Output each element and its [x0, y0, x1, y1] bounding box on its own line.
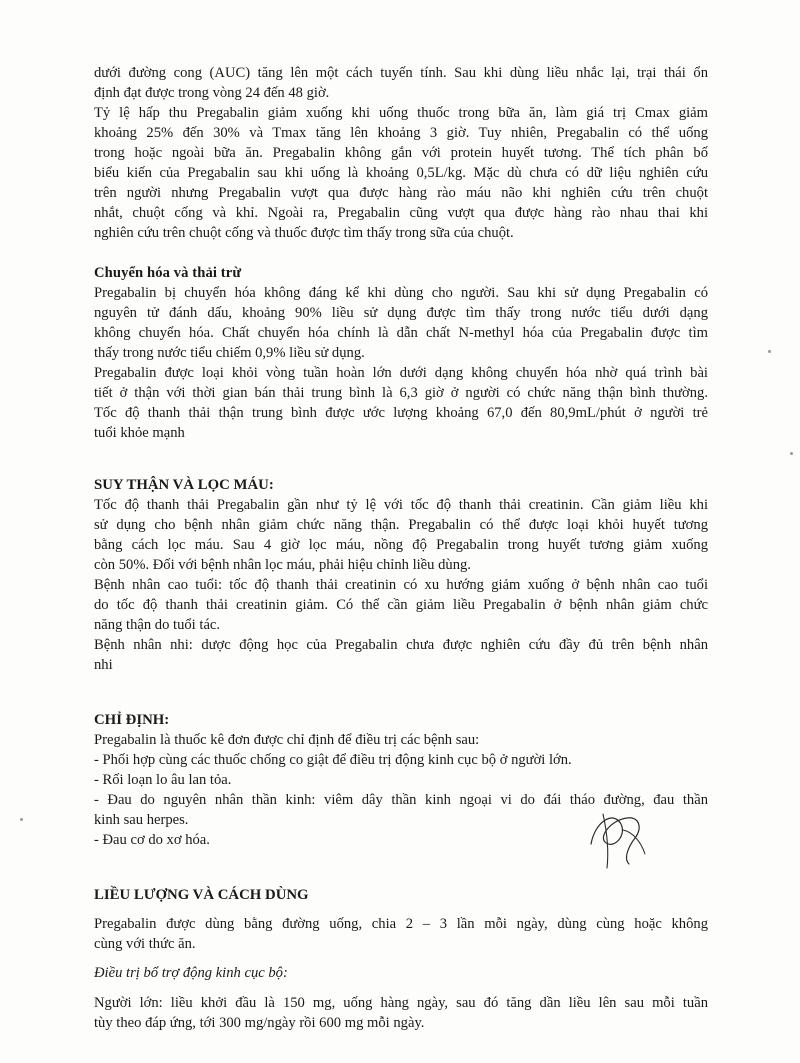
dosage-heading: LIỀU LƯỢNG VÀ CÁCH DÙNG — [94, 887, 309, 903]
renal-heading: SUY THẬN VÀ LỌC MÁU: — [94, 477, 274, 493]
text-line: Pregabalin là thuốc kê đơn được chỉ định để điều trị các bệnh sau: — [94, 732, 480, 748]
text-line: Pregabalin được dùng bằng đường uống, chia 2 – 3 lần mỗi ngày, dùng cùng hoặc không — [94, 916, 708, 932]
scan-speck — [768, 350, 771, 353]
text-line: định đạt được trong vòng 24 đến 48 giờ. — [94, 85, 330, 101]
text-line: do tốc độ thanh thải creatinin giảm. Có thể cần giảm liều Pregabalin ở bệnh nhân giảm chức — [94, 597, 708, 613]
text-line: nhắt, chuột cống và khỉ. Ngoài ra, Pregabalin cũng vượt qua được hàng rào nhau thai khi — [94, 205, 708, 221]
text-line: còn 50%. Đối với bệnh nhân lọc máu, phải hiệu chỉnh liều dùng. — [94, 557, 471, 573]
text-line: Bệnh nhân cao tuổi: tốc độ thanh thải creatinin có xu hướng giảm xuống ở bệnh nhân cao tuổi — [94, 577, 708, 593]
text-line: tuổi khỏe mạnh — [94, 425, 185, 441]
text-line: cùng với thức ăn. — [94, 936, 196, 952]
text-line: Pregabalin bị chuyển hóa không đáng kể khi dùng cho người. Sau khi sử dụng Pregabalin có — [94, 285, 708, 301]
text-line: bằng cách lọc máu. Sau 4 giờ lọc máu, nồng độ Pregabalin trong huyết tương giảm xuống — [94, 537, 708, 553]
text-line: năng thận do tuổi tác. — [94, 617, 221, 633]
list-item: - Rối loạn lo âu lan tỏa. — [94, 772, 232, 788]
text-line: Tốc độ thanh thải Pregabalin gần như tỷ lệ với tốc độ thanh thải creatinin. Cần giảm liều khi — [94, 497, 708, 513]
text-line: tùy theo đáp ứng, tới 300 mg/ngày rồi 600 mg mỗi ngày. — [94, 1015, 425, 1031]
dosage-intro — [94, 914, 708, 954]
text-line: Người lớn: liều khởi đầu là 150 mg, uống hàng ngày, sau đó tăng dần liều lên sau mỗi tuần — [94, 995, 708, 1011]
text-line: tiết ở thận với thời gian bán thải trung bình là 6,3 giờ ở người có chức năng thận bình thường. — [94, 385, 708, 401]
text-line: khoảng 25% đến 30% và Tmax tăng lên khoảng 3 giờ. Tuy nhiên, Pregabalin có thể uống — [94, 125, 708, 141]
list-item: - Đau do nguyên nhân thần kinh: viêm dây thần kinh ngoại vi do đái tháo đường, đau thần — [94, 792, 708, 808]
text-line: sử dụng cho bệnh nhân giảm chức năng thận. Pregabalin có thể được loại khỏi huyết tương — [94, 517, 708, 533]
scan-speck — [20, 818, 23, 821]
text-line: Tỷ lệ hấp thu Pregabalin giảm xuống khi uống thuốc trong bữa ăn, làm giá trị Cmax giảm — [94, 105, 708, 121]
text-line: Tốc độ thanh thải thận trung bình được ước lượng khoảng 67,0 đến 80,9mL/phút ở người trẻ — [94, 405, 708, 421]
text-line: trên người nhưng Pregabalin vượt qua được hàng rào máu não khi nghiên cứu trên chuột — [94, 185, 708, 201]
indications-heading: CHỈ ĐỊNH: — [94, 712, 170, 728]
dosage-subheading: Điều trị bổ trợ động kinh cục bộ: — [94, 965, 288, 981]
text-line: kinh sau herpes. — [94, 812, 189, 828]
text-line: nguyên tử đánh dấu, khoảng 90% liều sử dụng được tìm thấy trong nước tiểu dưới dạng — [94, 305, 708, 321]
pharmacokinetics-paragraph — [94, 63, 708, 243]
text-line: dưới đường cong (AUC) tăng lên một cách tuyến tính. Sau khi dùng liều nhắc lại, trại thái ổn — [94, 65, 708, 81]
text-line: không chuyển hóa. Chất chuyển hóa chính là dẫn chất N-methyl hóa của Pregabalin được tìm — [94, 325, 708, 341]
dosage-section — [94, 885, 708, 905]
text-line: biểu kiến của Pregabalin sau khi uống là khoảng 0,5L/kg. Mặc dù chưa có dữ liệu nghiên cứu — [94, 165, 708, 181]
text-line: nhi — [94, 657, 113, 673]
handwritten-signature — [583, 802, 653, 872]
renal-section — [94, 475, 708, 675]
text-line: Pregabalin được loại khỏi vòng tuần hoàn lớn dưới dạng không chuyển hóa nhờ quá trình bài — [94, 365, 708, 381]
metabolism-section — [94, 263, 708, 443]
dosage-subheading-block — [94, 963, 708, 983]
metabolism-heading: Chuyển hóa và thải trừ — [94, 265, 242, 281]
list-item: - Đau cơ do xơ hóa. — [94, 832, 210, 848]
scan-speck — [790, 452, 793, 455]
list-item: - Phối hợp cùng các thuốc chống co giật để điều trị động kinh cục bộ ở người lớn. — [94, 752, 572, 768]
text-line: Bệnh nhân nhi: dược động học của Pregabalin chưa được nghiên cứu đầy đủ trên bệnh nhân — [94, 637, 708, 653]
dosage-adult — [94, 993, 708, 1033]
text-line: trong hoặc ngoài bữa ăn. Pregabalin không gắn với protein huyết tương. Thể tích phân bố — [94, 145, 708, 161]
text-line: nghiên cứu trên chuột cống và thuốc được tìm thấy trong sữa của chuột. — [94, 225, 514, 241]
text-line: thấy trong nước tiểu chiếm 0,9% liều sử dụng. — [94, 345, 365, 361]
